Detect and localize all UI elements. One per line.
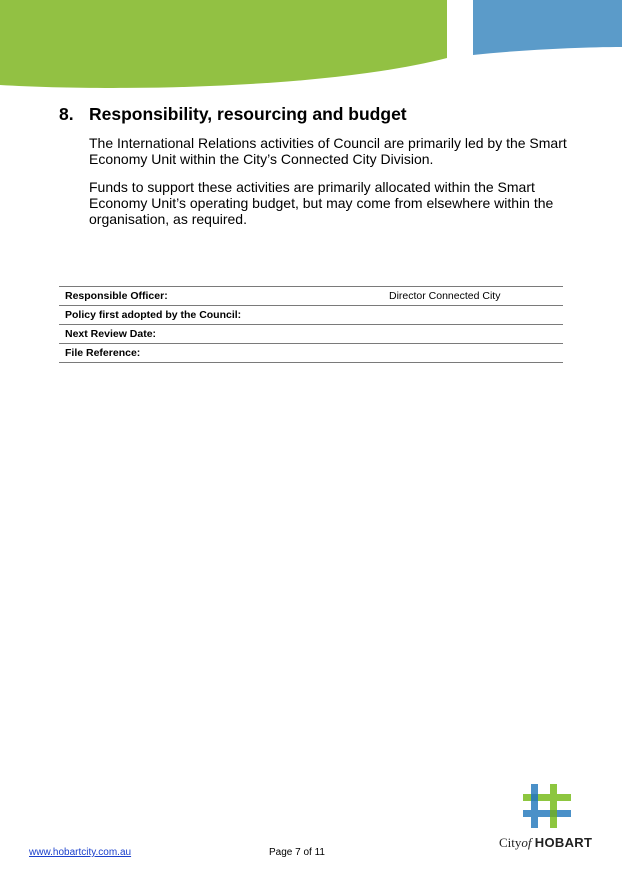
section-number: 8. bbox=[59, 104, 74, 124]
header-banner bbox=[0, 0, 622, 100]
table-row bbox=[59, 344, 563, 363]
city-of-hobart-logo-icon bbox=[522, 783, 572, 829]
table-row bbox=[59, 287, 563, 306]
table-row bbox=[59, 306, 563, 325]
row-label: Policy first adopted by the Council: bbox=[59, 306, 383, 325]
row-label: File Reference: bbox=[59, 344, 383, 363]
policy-details-table bbox=[59, 286, 563, 363]
section-heading bbox=[59, 104, 407, 125]
row-value bbox=[383, 306, 563, 325]
section-title: Responsibility, resourcing and budget bbox=[89, 104, 407, 124]
paragraph-2: Funds to support these activities are primarily allocated within the Smart Economy Unit’s operating budget, but may come from elsewhere within the organisation, as required. bbox=[89, 179, 554, 227]
city-of-hobart-wordmark: Cityof HOBART bbox=[499, 835, 593, 850]
page-number: Page 7 of 11 bbox=[269, 847, 325, 858]
header-green-swoosh bbox=[0, 0, 447, 88]
row-value: Director Connected City bbox=[383, 287, 563, 306]
table-row bbox=[59, 325, 563, 344]
website-link[interactable]: www.hobartcity.com.au bbox=[29, 847, 132, 858]
row-label: Responsible Officer: bbox=[59, 287, 383, 306]
row-value bbox=[383, 344, 563, 363]
row-label: Next Review Date: bbox=[59, 325, 383, 344]
header-blue-swoosh bbox=[473, 0, 622, 55]
row-value bbox=[383, 325, 563, 344]
paragraph-1: The International Relations activities of Council are primarily led by the Smart Economy Unit within the City’s Connected City Division. bbox=[89, 135, 567, 167]
